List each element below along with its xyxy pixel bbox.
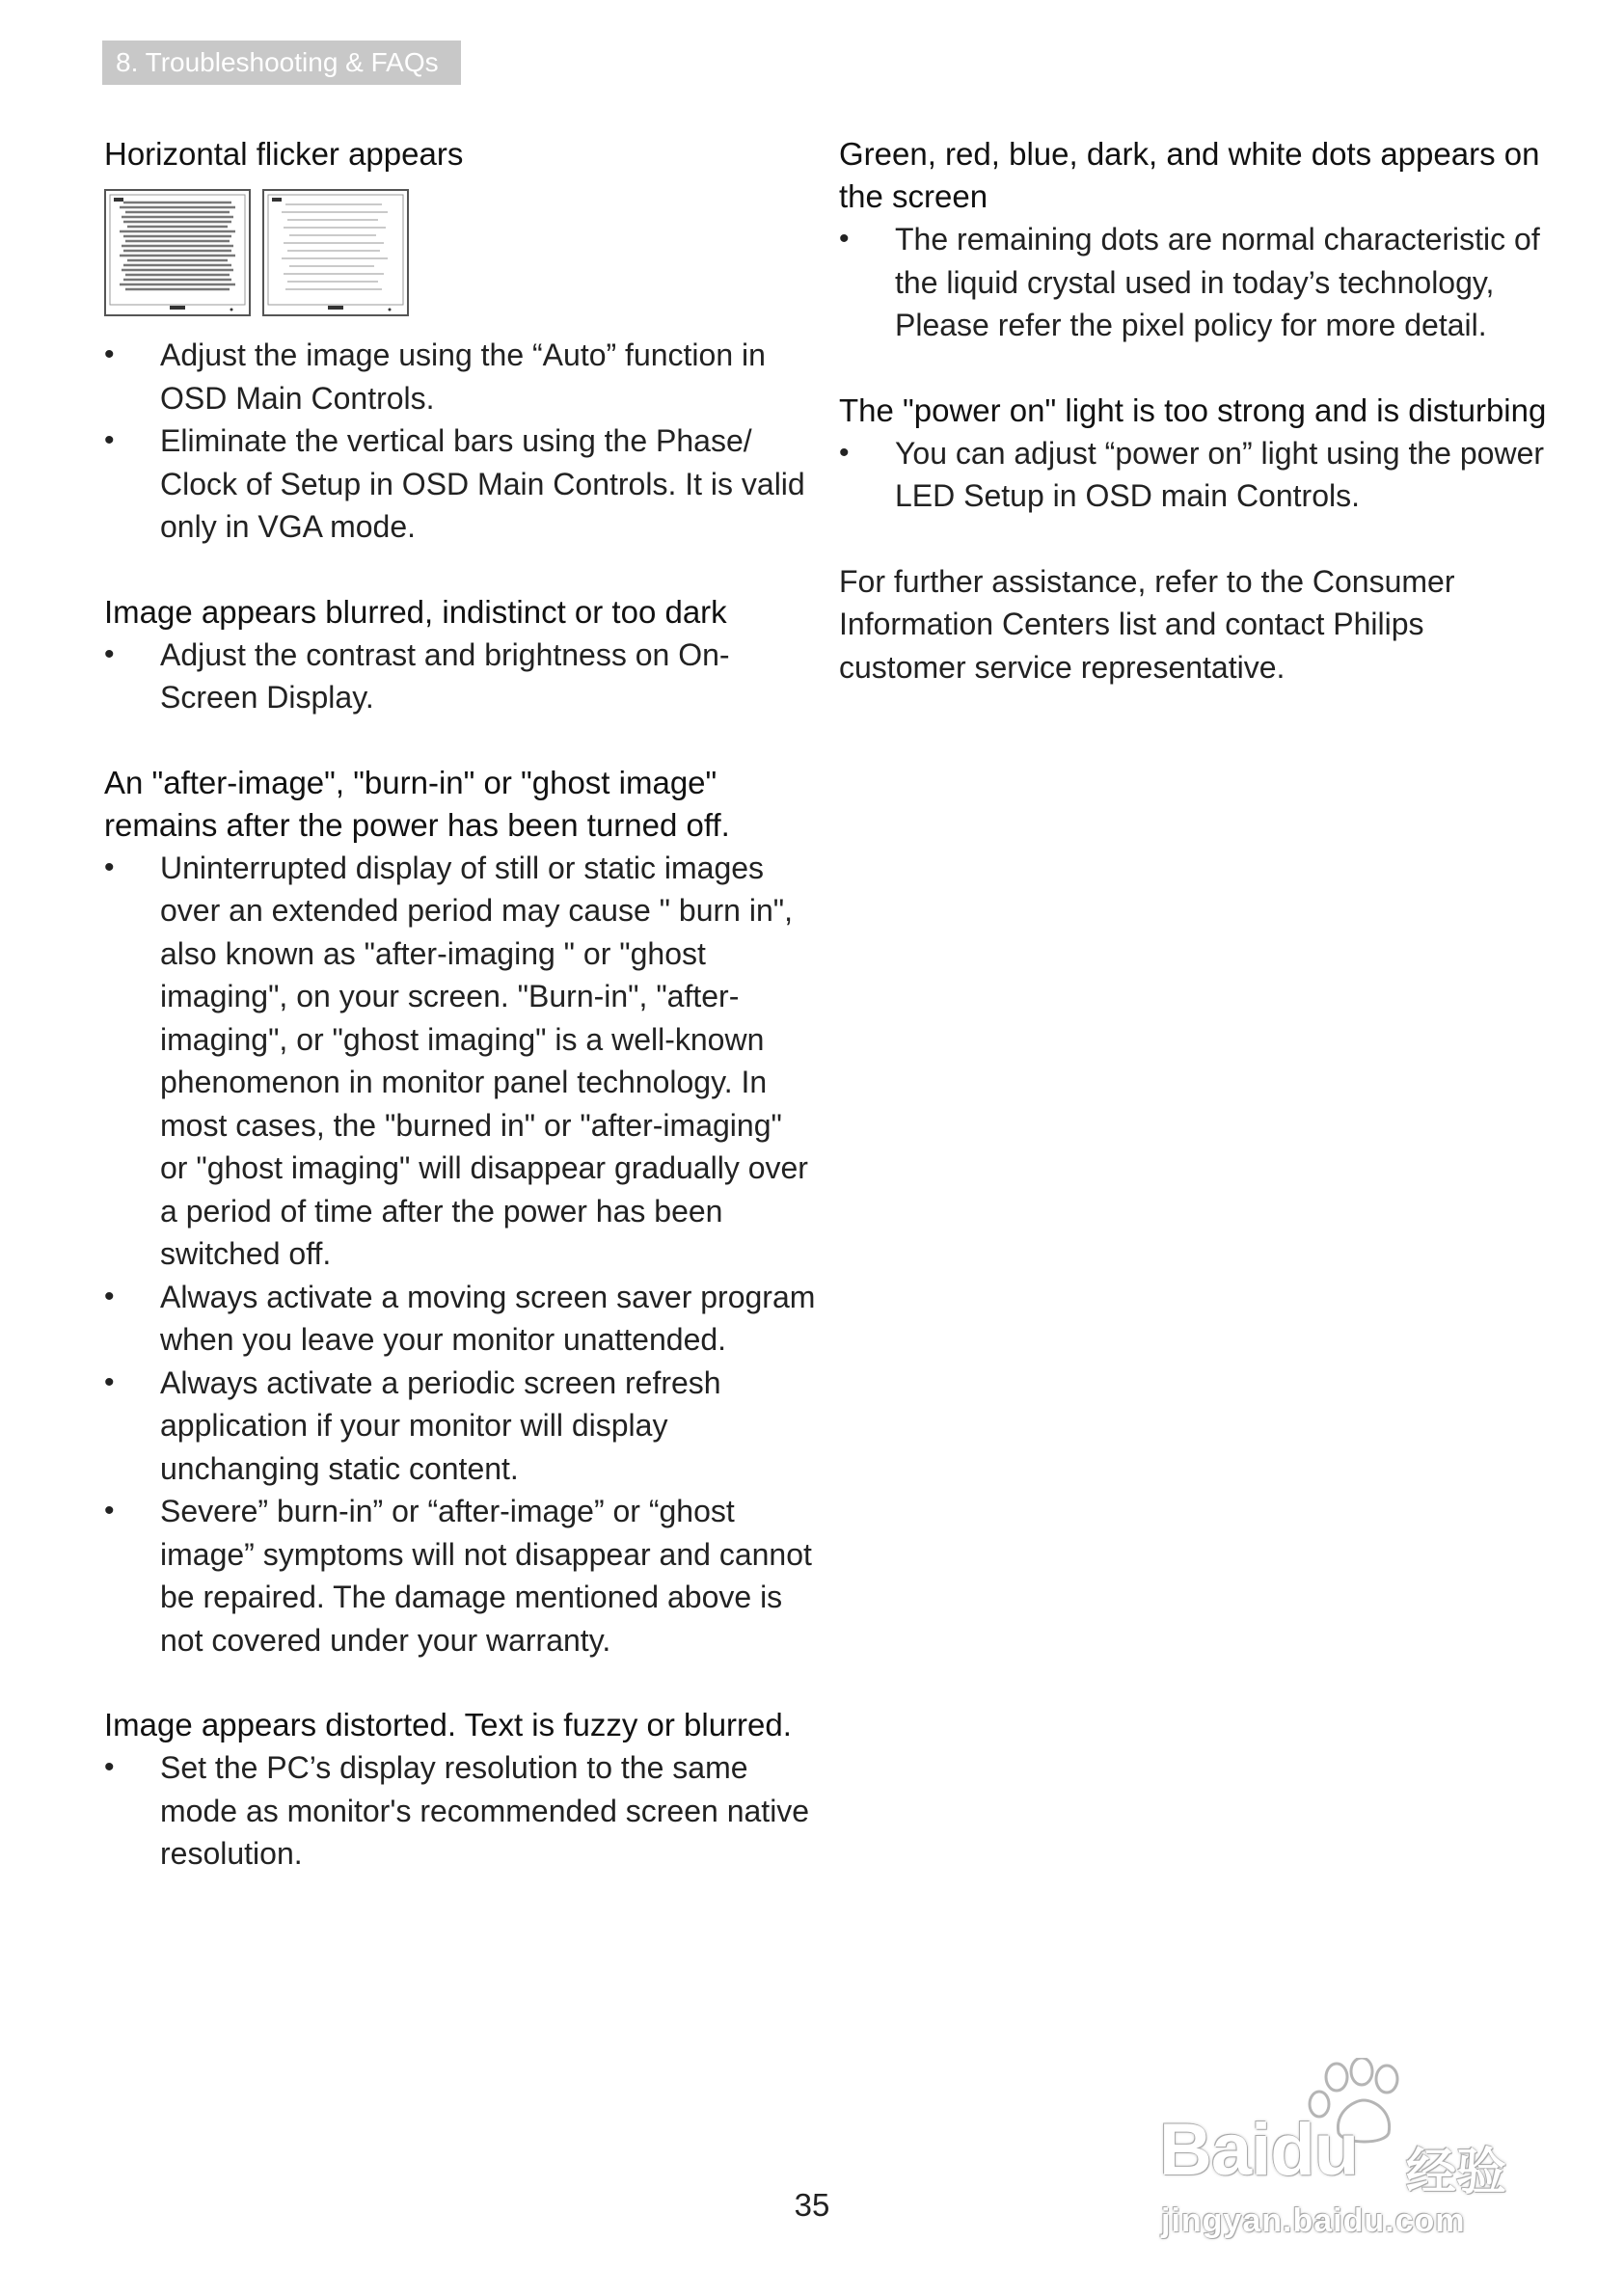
bullet-list <box>104 847 818 1662</box>
watermark-label: 经验 <box>1406 2145 1507 2201</box>
bullet-list <box>839 432 1553 518</box>
section-after-image <box>104 762 818 1662</box>
list-item: • Set the PC’s display resolution to the same mode as monitor's recommended screen native resolution. <box>104 1746 818 1876</box>
section-title: An "after-image", "burn-in" or "ghost image" remains after the power has been turned off. <box>104 764 730 843</box>
list-item: • Adjust the image using the “Auto” function in OSD Main Controls. <box>104 334 818 419</box>
section-title: Horizontal flicker appears <box>104 136 464 172</box>
flicker-after-image <box>262 189 409 316</box>
section-image-blurred <box>104 591 818 719</box>
page-number: 35 <box>794 2187 830 2223</box>
list-item: • Eliminate the vertical bars using the Phase/ Clock of Setup in OSD Main Controls. It is valid only in VGA mode. <box>104 419 818 549</box>
section-power-light <box>839 390 1553 518</box>
bullet-list <box>104 334 818 549</box>
section-tab: 8. Troubleshooting & FAQs <box>102 41 461 85</box>
flicker-illustration <box>104 189 818 316</box>
section-title: The "power on" light is too strong and is disturbing <box>839 392 1547 428</box>
list-item: • Severe” burn-in” or “after-image” or “ghost image” symptoms will not disappear and cannot be repaired. The damage mentioned above is not covered under your warranty. <box>104 1490 818 1661</box>
watermark-url: jingyan.baidu.com <box>1161 2202 1466 2239</box>
bullet-list <box>104 1746 818 1876</box>
section-title: Image appears blurred, indistinct or too dark <box>104 593 727 630</box>
list-item: • Uninterrupted display of still or static images over an extended period may cause " burn in", also known as "after-imaging " or "ghost imaging", on your screen. "Burn-in", "after-imaging", or "ghost imaging" is a well-known phenomenon in monitor panel technology. In most cases, the "burned in" or "after-imaging" or "ghost imaging" will disappear gradually over a period of time after the power has been switched off. <box>104 847 818 1276</box>
closing-note: For further assistance, refer to the Consumer Information Centers list and contact Philips customer service representative. <box>839 563 1455 685</box>
bullet-list <box>104 634 818 719</box>
flicker-before-image <box>104 189 251 316</box>
watermark-brand: Baidu <box>1159 2109 1359 2191</box>
left-column <box>104 133 818 1918</box>
list-item: • The remaining dots are normal characteristic of the liquid crystal used in today’s technology, Please refer the pixel policy for more detail. <box>839 218 1553 347</box>
section-horizontal-flicker <box>104 133 818 549</box>
bullet-list <box>839 218 1553 347</box>
section-image-distorted <box>104 1704 818 1876</box>
section-title: Green, red, blue, dark, and white dots appears on the screen <box>839 136 1540 214</box>
list-item: • Always activate a moving screen saver program when you leave your monitor unattended. <box>104 1276 818 1362</box>
section-dots <box>839 133 1553 347</box>
watermark <box>1153 2058 1539 2251</box>
right-column <box>839 133 1553 689</box>
list-item: • Adjust the contrast and brightness on On-Screen Display. <box>104 634 818 719</box>
list-item: • Always activate a periodic screen refresh application if your monitor will display unchanging static content. <box>104 1362 818 1491</box>
section-title: Image appears distorted. Text is fuzzy or blurred. <box>104 1707 792 1742</box>
list-item: • You can adjust “power on” light using the power LED Setup in OSD main Controls. <box>839 432 1553 518</box>
